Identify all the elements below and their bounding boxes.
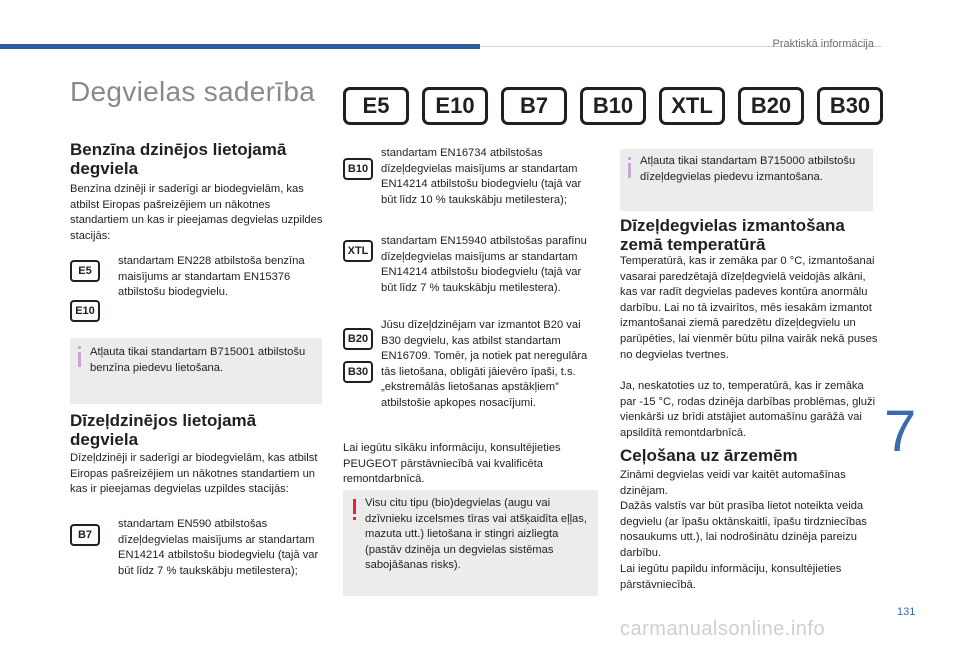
b10-standard-text: standartam EN16734 atbilstošas dīzeļdegvielas maisījums ar standartam EN14214 atbilstošu biodegvielu (tajā var būt līdz 10 % taukskābju metilestera); [381, 147, 582, 206]
b20-b30-text: Jūsu dīzeļdzinējam var izmantot B20 vai B30 degvielu, kas atbilst standartam EN16709. Tomēr, ja notiek pat neregulāra tās lietošana, obligāti jāievēro īpaši, t.s. „ekstremālās lietošanas apstākļiem” atbilstošie apkopes nosacījumi. [381, 319, 588, 409]
badge-e10: E10 [70, 300, 100, 322]
warning-box [343, 490, 598, 596]
b7-standard-text: standartam EN590 atbilstošas dīzeļdegvielas maisījums ar standartam EN14214 atbilstošu biodegvielu (tajā var būt līdz 7 % taukskābju metilestera); [118, 518, 319, 577]
diesel-heading: Dīzeļdzinējos lietojamā degviela [70, 411, 257, 449]
badge-b20-large: B20 [738, 87, 804, 125]
badge-e10-large: E10 [422, 87, 488, 125]
diesel-note-box [620, 149, 873, 211]
watermark: carmanualsonline.info [620, 618, 826, 640]
petrol-heading: Benzīna dzinējos lietojamā degviela [70, 140, 287, 178]
badge-b20: B20 [343, 328, 373, 350]
badge-b10: B10 [343, 158, 373, 180]
badge-b10-large: B10 [580, 87, 646, 125]
travel-text-2: Dažās valstīs var būt prasība lietot noteikta veida degvielu (ar īpašu oktānskaitli, īpašu tirdzniecības nosaukums utt.), lai nodrošinātu dzinēja pareizu darbību. [620, 500, 867, 559]
travel-text-3: Lai iegūtu papildu informāciju, konsultējieties pārstāvniecībā. [620, 563, 842, 591]
warning-icon [353, 499, 356, 519]
travel-heading: Ceļošana uz ārzemēm [620, 446, 798, 465]
diesel-intro: Dīzeļdzinēji ir saderīgi ar biodegvielām, kas atbilst Eiropas pašreizējiem un nākotnes standartiem un kas ir pieejamas degvielas uzpildes stacijās: [70, 452, 318, 496]
badge-b30-large: B30 [817, 87, 883, 125]
section-title: Praktiskā informācija [772, 38, 874, 50]
badge-b7-large: B7 [501, 87, 567, 125]
info-icon [628, 157, 631, 177]
badge-b7: B7 [70, 524, 100, 546]
winter-text-2: Ja, neskatoties uz to, temperatūrā, kas ir zemāka par -15 °C, rodas dzinēja darbības problēmas, gluži vienkārši uz brīdi atstājiet automašīnu garāžā vai apsildītā remontdarbnīcā. [620, 380, 876, 439]
badge-e5-large: E5 [343, 87, 409, 125]
header-accent-bar [0, 44, 480, 49]
badge-b30: B30 [343, 361, 373, 383]
info-text: Lai iegūtu sīkāku informāciju, konsultējieties PEUGEOT pārstāvniecībā vai kvalificēta remontdarbnīcā. [343, 442, 561, 486]
badge-xtl-large: XTL [659, 87, 725, 125]
petrol-note-text: Atļauta tikai standartam B715001 atbilstošu benzīna piedevu lietošana. [90, 346, 306, 374]
page-title: Degvielas saderība [70, 76, 316, 107]
badge-xtl: XTL [343, 240, 373, 262]
winter-heading: Dīzeļdegvielas izmantošana zemā temperatūrā [620, 216, 845, 254]
diesel-note-text: Atļauta tikai standartam B715000 atbilstošu dīzeļdegvielas piedevu izmantošana. [640, 155, 856, 183]
travel-text: Zināmi degvielas veidi var kaitēt automašīnas dzinējam. [620, 469, 846, 497]
petrol-note-box [70, 338, 322, 404]
chapter-number: 7 [884, 399, 917, 464]
winter-text: Temperatūrā, kas ir zemāka par 0 °C, izmantošanai vasarai paredzētajā dīzeļdegvielā veidojās alkāni, kas var radīt degvielas padeves kontūra anormālu darbību. Lai no tā izvairītos, mēs iesakām izmantot izmantošanai ziemā paredzētu dīzeļdegvielu un parūpēties, lai vienmēr būtu pilna vairāk nekā puses no degvielas tvertnes. [620, 255, 878, 361]
petrol-intro: Benzīna dzinēji ir saderīgi ar biodegvielām, kas atbilst Eiropas pašreizējiem un nākotnes standartiem un kas ir pieejamas degvielas uzpildes stacijās: [70, 183, 323, 242]
petrol-standard-text: standartam EN228 atbilstoša benzīna maisījums ar standartam EN15376 atbilstošu biodegvielu. [118, 255, 305, 299]
page-number: 131 [897, 606, 916, 618]
xtl-standard-text: standartam EN15940 atbilstošas parafīnu dīzeļdegvielas maisījums ar standartam EN14214 atbilstošu biodegvielu (tajā var būt līdz 7 % taukskābju metilestera). [381, 235, 587, 294]
warning-text: Visu citu tipu (bio)degvielas (augu vai dzīvnieku izcelsmes tīras vai atšķaidīta eļļas, mazuta utt.) lietošana ir stingri aizliegta (pastāv dzinēja un degvielas sistēmas sabojāšanas risks). [365, 497, 587, 572]
info-icon [78, 346, 81, 366]
badge-e5: E5 [70, 260, 100, 282]
